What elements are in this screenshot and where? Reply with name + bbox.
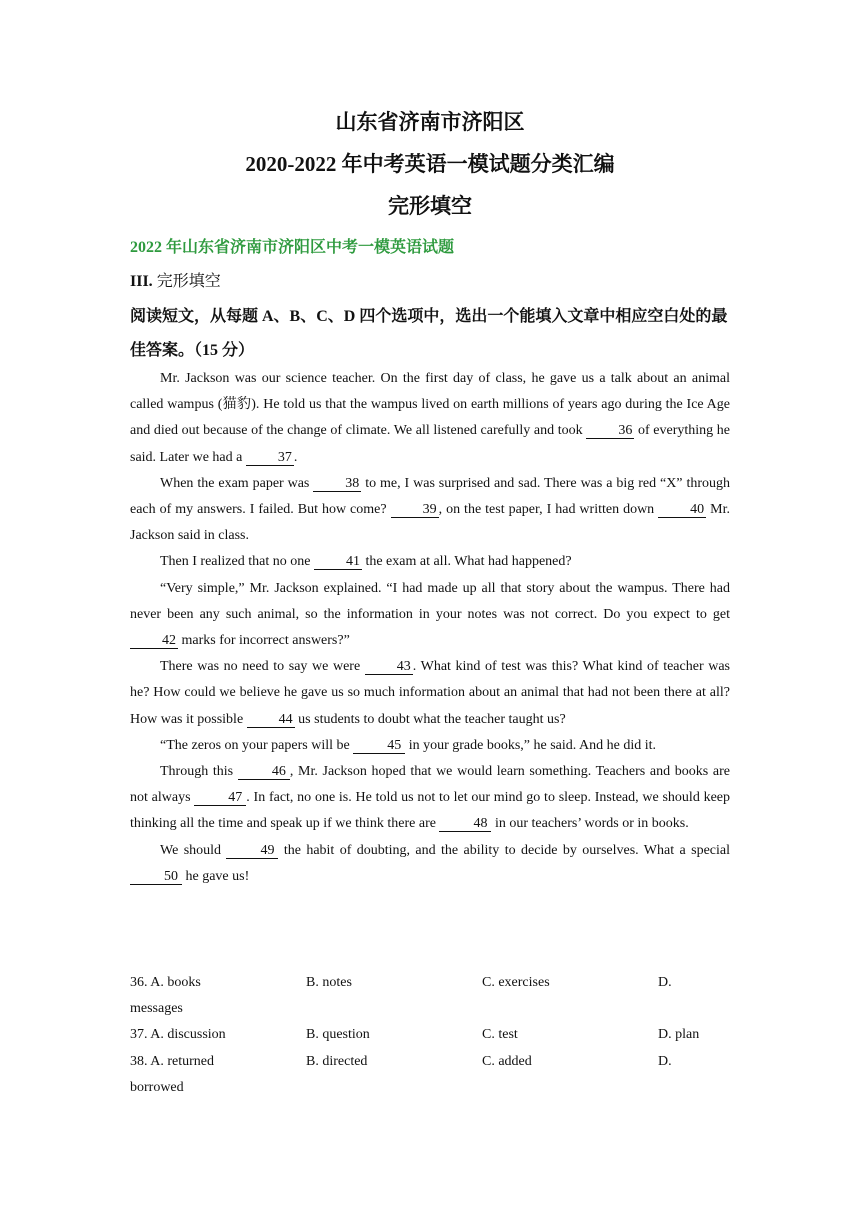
option-b: B. question xyxy=(306,1027,370,1043)
option-d: D. plan xyxy=(658,1027,700,1043)
text-run: marks for incorrect answers?” xyxy=(178,633,350,649)
paragraph-1 xyxy=(130,366,730,471)
cloze-passage xyxy=(130,366,730,890)
part-number: III. xyxy=(130,273,153,290)
option-c: C. added xyxy=(482,1053,532,1069)
paragraph-4 xyxy=(130,576,730,655)
blank-37: 37 xyxy=(246,450,294,466)
text-run: , on the test paper, I had written down xyxy=(438,502,659,518)
blank-44: 44 xyxy=(247,712,295,728)
option-a: 38. A. returned xyxy=(130,1053,214,1069)
option-c: C. exercises xyxy=(482,975,550,990)
text-run: . xyxy=(293,449,298,465)
text-run: Mr. Jackson said in class. xyxy=(130,502,730,544)
blank-43: 43 xyxy=(365,659,413,675)
text-run: “Very simple,” Mr. Jackson explained. “I had made up all that story about the wampus. There had never been any such animal, so the information in your notes was not correct. Do you expect to get xyxy=(130,580,730,622)
part-heading xyxy=(130,268,221,291)
text-run: Through this xyxy=(160,764,238,780)
text-run: “The zeros on your papers will be xyxy=(160,737,354,753)
blank-46: 46 xyxy=(238,764,290,780)
blank-41: 41 xyxy=(314,554,362,570)
document-title-region: 山东省济南市济阳区 xyxy=(335,110,525,134)
text-run: the habit of doubting, and the ability to decide by ourselves. What a special xyxy=(278,842,730,858)
document-title-series: 2020-2022 年中考英语一模试题分类汇编 xyxy=(245,152,615,176)
option-d: D. xyxy=(658,975,672,990)
option-d-continuation: borrowed xyxy=(130,1079,184,1095)
blank-45: 45 xyxy=(353,738,405,754)
option-a: 36. A. books xyxy=(130,975,201,990)
paragraph-7 xyxy=(130,759,730,838)
section-heading: 2022 年山东省济南市济阳区中考一模英语试题 xyxy=(130,239,455,256)
text-run: . What kind of test was this? What kind of teacher was he? How could we believe he gave us so much information about an animal that had not been there at all? How was it possible xyxy=(130,659,730,727)
blank-48: 48 xyxy=(439,816,491,832)
text-run: We should xyxy=(160,842,227,858)
text-run: to me, I was surprised and sad. There was a big red “X” through each of my answers. I failed. But how come? xyxy=(130,475,730,518)
text-run: Then I realized that no one xyxy=(160,554,314,570)
instructions: 阅读短文，从每题 A、B、C、D 四个选项中，选出一个能填入文章中相应空白处的最佳答案。（15 分） xyxy=(130,308,728,359)
text-run: he gave us! xyxy=(182,868,250,884)
paragraph-3 xyxy=(130,549,730,575)
option-a: 37. A. discussion xyxy=(130,1027,226,1043)
option-d: D. xyxy=(658,1053,672,1069)
blank-36: 36 xyxy=(586,423,634,439)
option-b: B. directed xyxy=(306,1053,368,1069)
option-row-38 xyxy=(130,1049,730,1075)
blank-50: 50 xyxy=(130,869,182,885)
text-run: in our teachers’ words or in books. xyxy=(491,816,689,832)
document-title-topic: 完形填空 xyxy=(388,194,472,218)
blank-38: 38 xyxy=(313,476,361,492)
paragraph-2 xyxy=(130,471,730,550)
text-run: There was no need to say we were xyxy=(160,659,365,675)
option-b: B. notes xyxy=(306,975,352,990)
option-d-continuation: messages xyxy=(130,1001,183,1017)
blank-42: 42 xyxy=(130,633,178,649)
text-run: . In fact, no one is. He told us not to let our mind go to sleep. Instead, we should keep thinking all the time and speak up if we think there are xyxy=(130,790,730,832)
text-run: , Mr. Jackson hoped that we would learn something. Teachers and books are not always xyxy=(130,764,730,806)
text-run: in your grade books,” he said. And he did it. xyxy=(405,737,657,753)
text-run: Mr. Jackson was our science teacher. On the first day of class, he gave us a talk about an animal called wampus (猫豹). He told us that the wampus lived on earth millions of years ago during the Ice Age and died out because of the change of climate. We all listened carefully and took xyxy=(130,371,730,439)
option-row-37 xyxy=(130,1022,730,1048)
option-c: C. test xyxy=(482,1027,518,1043)
blank-47: 47 xyxy=(194,790,246,806)
paragraph-8 xyxy=(130,838,730,890)
blank-49: 49 xyxy=(226,843,278,859)
text-run: us students to doubt what the teacher taught us? xyxy=(294,711,566,727)
paragraph-5 xyxy=(130,654,730,733)
text-run: the exam at all. What had happened? xyxy=(361,554,572,570)
option-row-36 xyxy=(130,970,730,996)
part-label: 完形填空 xyxy=(156,273,221,290)
text-run: of everything he said. Later we had a xyxy=(130,423,730,465)
text-run: When the exam paper was xyxy=(160,475,314,491)
blank-39: 39 xyxy=(391,502,439,518)
paragraph-6 xyxy=(130,733,730,759)
answer-options xyxy=(130,970,730,1101)
blank-40: 40 xyxy=(658,502,706,518)
